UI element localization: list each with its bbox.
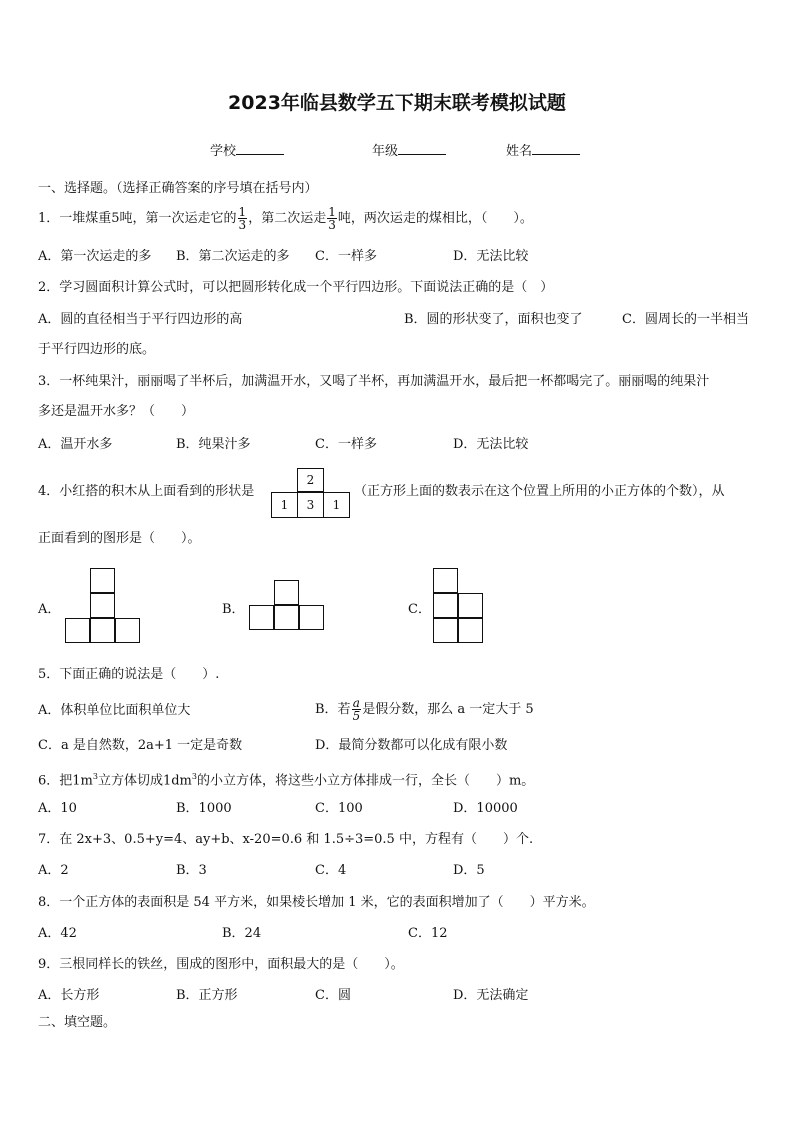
question-5: 5．下面正确的说法是（ ）. [38, 667, 220, 682]
school-label: 学校 [210, 144, 237, 159]
q9-option-a: A．长方形 [38, 988, 100, 1003]
q5-option-d: D．最简分数都可以化成有限小数 [315, 738, 508, 753]
page-title: 2023年临县数学五下期末联考模拟试题 [228, 92, 566, 114]
q1-fraction-1 [238, 206, 248, 231]
q1-frac2-numerator: 1 [328, 205, 336, 219]
question-4-line-2: 正面看到的图形是（ ）。 [38, 531, 201, 546]
q1-frac2-denominator: 3 [328, 218, 336, 232]
q1-frac1-denominator: 3 [238, 218, 247, 232]
grade-blank [398, 142, 446, 155]
q2-option-a: A．圆的直径相当于平行四边形的高 [38, 312, 243, 327]
q6-superscript-2: 3 [191, 772, 197, 781]
q8-option-b: B．24 [222, 926, 262, 941]
q3-option-b: B．纯果汁多 [176, 437, 251, 452]
question-8: 8．一个正方体的表面积是 54 平方米，如果棱长增加 1 米，它的表面积增加了（ ）平方米。 [38, 895, 595, 910]
figure-c-block [458, 593, 483, 618]
question-7: 7．在 2x+3、0.5+y=4、ay+b、x-20=0.6 和 1.5÷3=0.5 中，方程有（ ）个. [38, 832, 534, 847]
figure-c-block [433, 593, 458, 618]
figure-b-block [274, 605, 299, 630]
question-6 [38, 768, 534, 790]
q6-option-d: D．10000 [453, 801, 518, 816]
school-field [210, 140, 284, 159]
q6-option-a: A．10 [38, 801, 77, 816]
q1-text-b: ，第二次运走 [248, 211, 327, 226]
q9-option-d: D．无法确定 [453, 988, 529, 1003]
q6-option-c: C．100 [315, 801, 363, 816]
figure-a-block [90, 568, 115, 593]
q9-option-b: B．正方形 [176, 988, 238, 1003]
q5-option-b-pre: B．若 [315, 702, 351, 717]
q2-option-b: B．圆的形状变了，面积也变了 [404, 312, 583, 327]
question-4-text-a: 4．小红搭的积木从上面看到的形状是 [38, 484, 255, 499]
q6-text-b: 立方体切成1dm [97, 773, 192, 789]
name-blank [532, 142, 580, 155]
q1-fraction-2 [327, 206, 337, 231]
figure-a-block [65, 618, 90, 643]
q1-option-a: A．第一次运走的多 [38, 249, 152, 264]
q4-top-cell: 2 [297, 468, 324, 492]
q4-bottom-cell-3: 1 [323, 492, 350, 518]
figure-c-block [433, 568, 458, 593]
q3-option-a: A．温开水多 [38, 437, 113, 452]
q7-option-d: D．5 [453, 863, 485, 878]
question-2: 2．学习圆面积计算公式时，可以把圆形转化成一个平行四边形。下面说法正确的是（ ） [38, 280, 554, 295]
q1-text-c: 吨，两次运走的煤相比，（ ）。 [337, 211, 533, 226]
q6-text-c: 的小立方体，将这些小立方体排成一行，全长（ ）m。 [196, 773, 535, 789]
q5-option-c: C．a 是自然数，2a+1 一定是奇数 [38, 738, 243, 753]
q7-option-a: A．2 [38, 863, 69, 878]
q6-text-a: 6．把1m [38, 773, 93, 789]
q4-label-c: C． [408, 602, 431, 617]
q1-text-a: 1．一堆煤重5吨，第一次运走它的 [38, 211, 237, 226]
figure-c-block [458, 618, 483, 643]
name-field [506, 140, 580, 159]
q5-fraction [352, 697, 362, 722]
q2-option-c: C．圆周长的一半相当 [622, 312, 749, 327]
name-label: 姓名 [506, 144, 533, 159]
q1-frac1-numerator: 1 [238, 205, 247, 219]
figure-b-block [299, 605, 324, 630]
q3-option-d: D．无法比较 [453, 437, 529, 452]
figure-a-block [90, 618, 115, 643]
q1-option-c: C．一样多 [315, 249, 377, 264]
section-2-heading: 二、填空题。 [38, 1015, 117, 1030]
q4-bottom-cell-1: 1 [271, 492, 298, 518]
q3-option-c: C．一样多 [315, 437, 377, 452]
q5-option-b-post: 是假分数，那么 a 一定大于 5 [362, 702, 534, 717]
figure-a-block [90, 593, 115, 618]
q4-bottom-cell-2: 3 [297, 492, 324, 518]
q4-label-a: A． [38, 602, 61, 617]
question-1 [38, 206, 533, 232]
grade-label: 年级 [372, 144, 399, 159]
q5-option-b [315, 695, 534, 725]
question-4-text-b: （正方形上面的数表示在这个位置上所用的小正方体的个数），从 [354, 484, 725, 499]
q5-option-a: A．体积单位比面积单位大 [38, 703, 191, 718]
q6-superscript-1: 3 [92, 772, 98, 781]
grade-field [372, 140, 446, 159]
question-3-line-1: 3．一杯纯果汁，丽丽喝了半杯后，加满温开水，又喝了半杯，再加满温开水，最后把一杯都喝完了。丽丽喝的纯果汁 [38, 374, 710, 389]
q6-option-b: B．1000 [176, 801, 232, 816]
q4-label-b: B． [222, 602, 245, 617]
q1-option-d: D．无法比较 [453, 249, 529, 264]
question-9: 9．三根同样长的铁丝，围成的图形中，面积最大的是（ ）。 [38, 957, 404, 972]
figure-c-block [433, 618, 458, 643]
q5-frac-numerator: a [352, 696, 360, 710]
question-3-line-2: 多还是温开水多？（ ） [38, 404, 195, 419]
q5-frac-denominator: 5 [352, 709, 361, 723]
section-1-heading: 一、选择题。（选择正确答案的序号填在括号内） [38, 181, 318, 196]
figure-a-block [115, 618, 140, 643]
q7-option-b: B．3 [176, 863, 207, 878]
figure-b-block [274, 580, 299, 605]
q1-option-b: B．第二次运走的多 [176, 249, 290, 264]
figure-b-block [249, 605, 274, 630]
q2-option-c-continued: 于平行四边形的底。 [38, 342, 156, 357]
q8-option-c: C．12 [408, 926, 448, 941]
q7-option-c: C．4 [315, 863, 347, 878]
q9-option-c: C．圆 [315, 988, 351, 1003]
school-blank [236, 142, 284, 155]
q8-option-a: A．42 [38, 926, 77, 941]
